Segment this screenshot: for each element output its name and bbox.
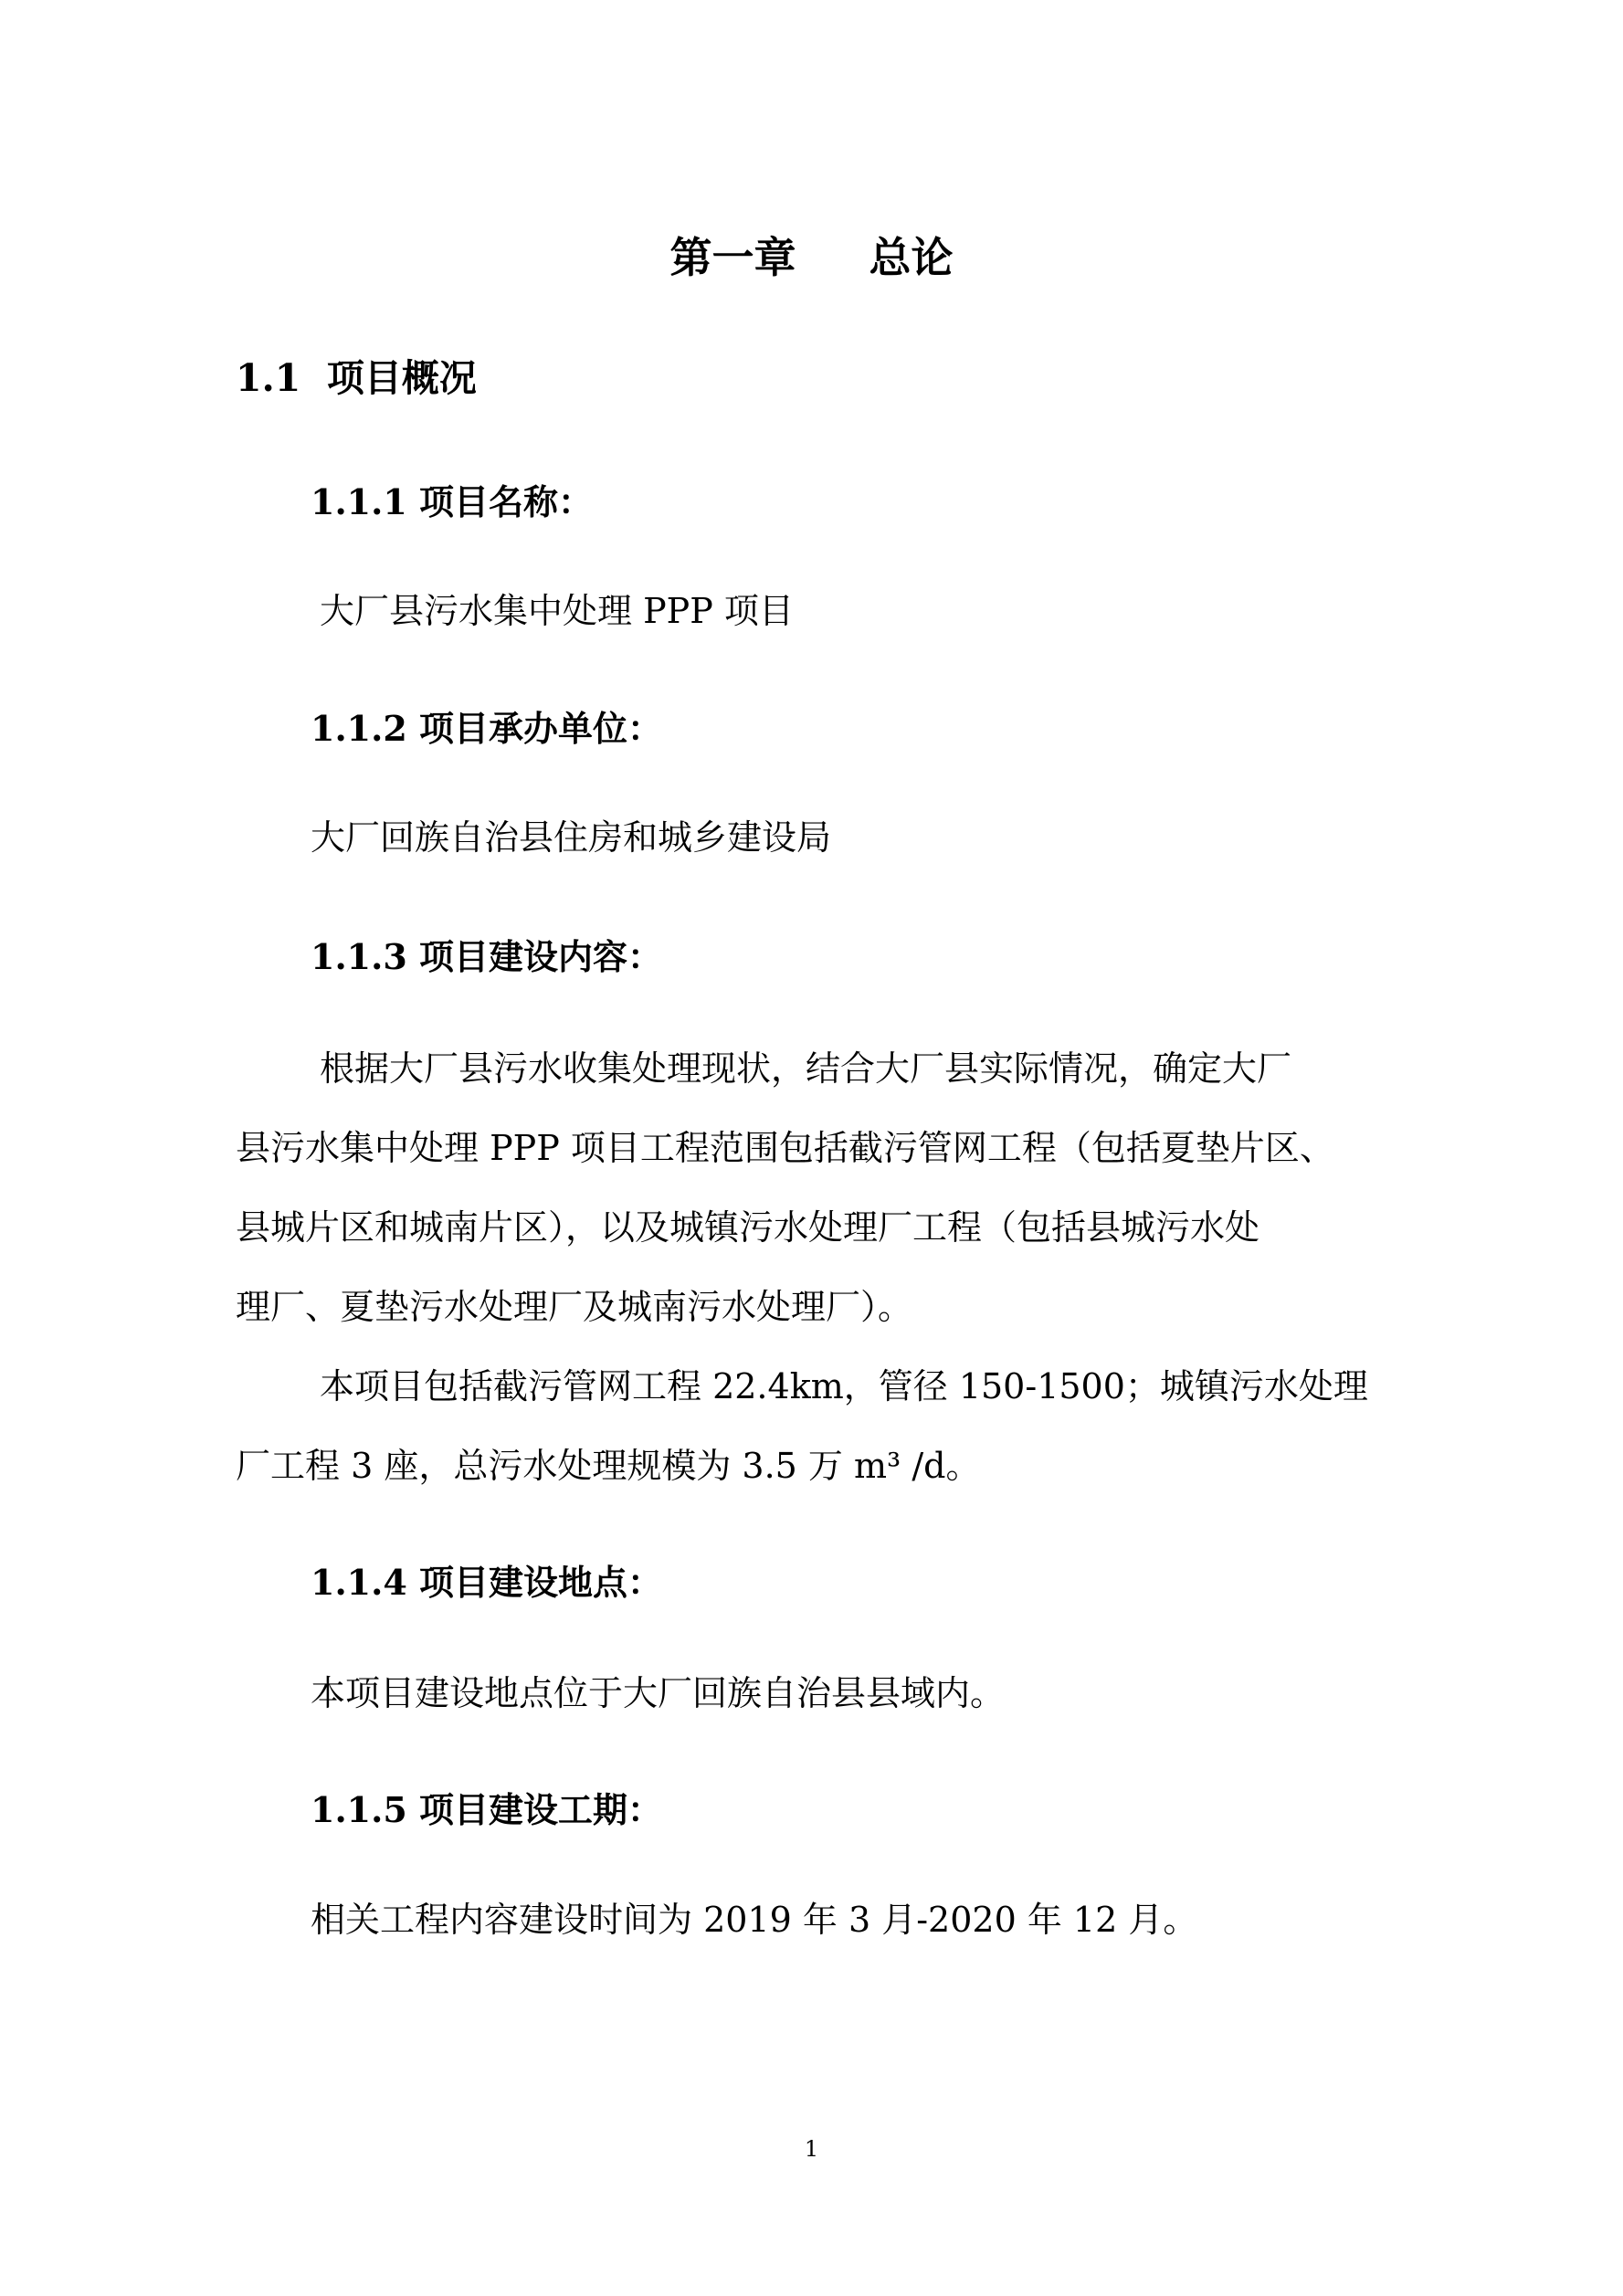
project-name-text: 大厂县污水集中处理 PPP 项目: [320, 591, 794, 631]
content-paragraph-1-line-3: 县城片区和城南片区），以及城镇污水处理厂工程（包括县城污水处: [236, 1207, 1260, 1248]
chapter-number: 第一章: [669, 233, 796, 282]
schedule-text: 相关工程内容建设时间为 2019 年 3 月-2020 年 12 月。: [311, 1900, 1198, 1940]
content-paragraph-2-line-2: 厂工程 3 座，总污水处理规模为 3.5 万 m³ /d。: [236, 1446, 981, 1486]
chapter-name: 总论: [869, 233, 954, 282]
subsection-heading-schedule: 1.1.5 项目建设工期：: [311, 1789, 663, 1830]
content-paragraph-1-line-1: 根据大厂县污水收集处理现状，结合大厂县实际情况，确定大厂: [320, 1048, 1292, 1089]
subsection-heading-name: 1.1.1 项目名称：: [311, 481, 594, 522]
content-paragraph-1-line-4: 理厂、夏垫污水处理厂及城南污水处理厂）。: [236, 1287, 913, 1327]
location-text: 本项目建设地点位于大厂回族自治县县域内。: [311, 1673, 1006, 1713]
content-paragraph-2-line-1: 本项目包括截污管网工程 22.4km，管径 150-1500；城镇污水处理: [320, 1366, 1368, 1406]
subsection-heading-content: 1.1.3 项目建设内容：: [311, 936, 663, 977]
chapter-title: [0, 225, 1623, 290]
organizer-text: 大厂回族自治县住房和城乡建设局: [311, 817, 832, 858]
subsection-heading-location: 1.1.4 项目建设地点：: [311, 1562, 663, 1603]
page-number: 1: [804, 2136, 819, 2162]
subsection-heading-organizer: 1.1.2 项目承办单位：: [311, 708, 663, 749]
content-paragraph-1-line-2: 县污水集中处理 PPP 项目工程范围包括截污管网工程（包括夏垫片区、: [236, 1128, 1334, 1168]
section-heading: 1.1 项目概况: [236, 356, 477, 400]
